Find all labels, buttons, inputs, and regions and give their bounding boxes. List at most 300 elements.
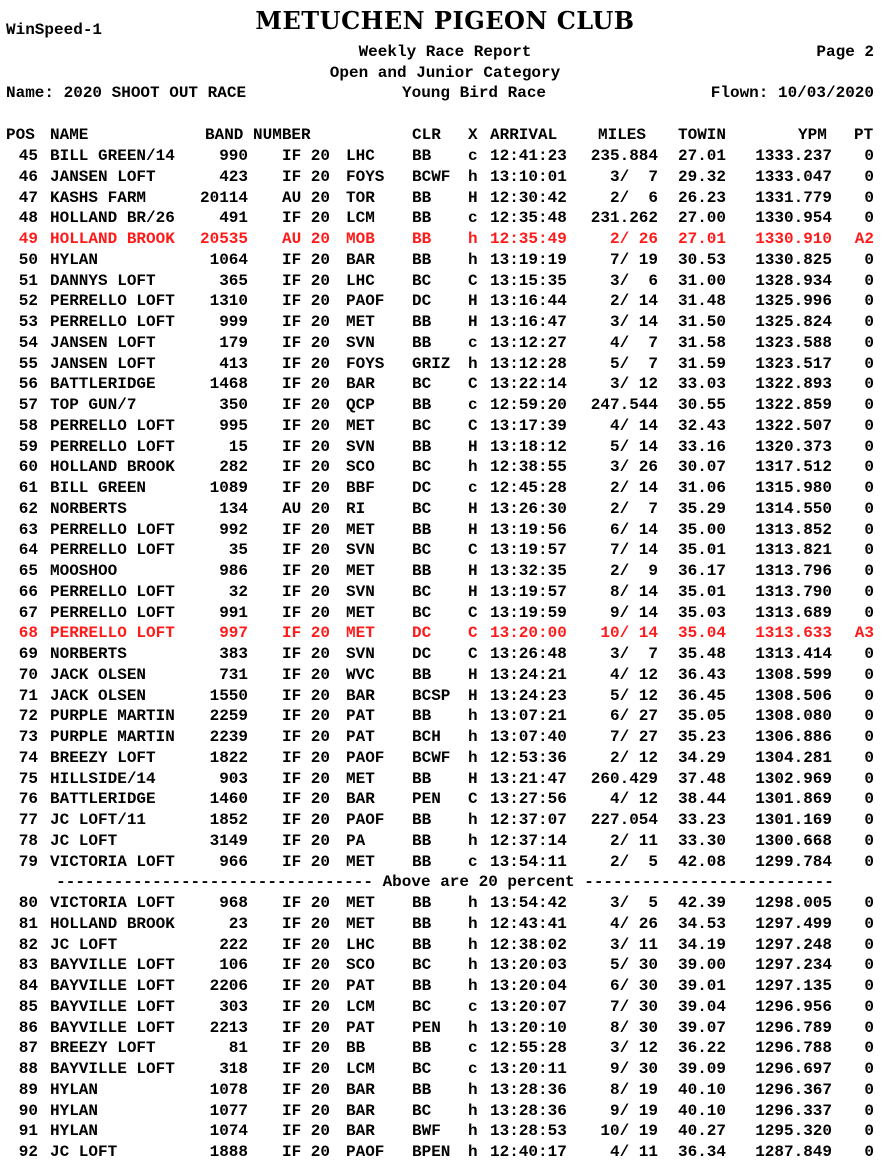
- cell-pos: 79: [18, 852, 38, 871]
- cell-pt: 0: [864, 582, 874, 601]
- cell-band-year: IF 20: [282, 977, 331, 995]
- cell-miles: 231.262: [590, 209, 658, 228]
- cell-name: PERRELLO LOFT: [50, 292, 175, 311]
- cell-band: 991: [219, 603, 248, 622]
- cell-pt: 0: [864, 458, 874, 477]
- cell-towin: 32.43: [678, 416, 727, 435]
- cell-band: 999: [219, 313, 248, 331]
- cell-name: HYLAN: [50, 250, 99, 269]
- cell-band: 1089: [209, 479, 248, 497]
- cell-name: HILLSIDE/14: [50, 769, 156, 788]
- cell-towin: 30.53: [678, 250, 727, 269]
- cell-band-club: MET: [346, 416, 375, 435]
- cell-arrival: 13:28:53: [490, 1122, 567, 1141]
- cell-band-year: IF 20: [282, 313, 331, 331]
- cell-miles: 9/ 19: [609, 1101, 658, 1120]
- cell-ypm: 1317.512: [755, 458, 832, 477]
- cell-pt: 0: [864, 375, 874, 394]
- cell-ypm: 1306.886: [755, 728, 832, 746]
- cell-ypm: 1323.588: [755, 333, 832, 352]
- cell-ypm: 1297.248: [755, 935, 832, 954]
- cell-pos: 52: [18, 292, 38, 311]
- cell-pt: 0: [864, 520, 874, 539]
- cell-name: JANSEN LOFT: [50, 354, 156, 373]
- cell-x: c: [468, 479, 478, 497]
- cell-color: DC: [412, 292, 432, 311]
- cell-x: H: [468, 188, 478, 207]
- cell-pos: 78: [18, 831, 38, 850]
- cell-arrival: 13:26:48: [490, 645, 567, 663]
- cell-band-year: AU 20: [282, 499, 331, 518]
- cell-x: c: [468, 1039, 478, 1058]
- cell-ypm: 1313.790: [755, 582, 832, 601]
- cell-band-year: IF 20: [282, 1143, 331, 1161]
- cell-pt: 0: [864, 852, 874, 871]
- cell-name: MOOSHOO: [50, 562, 118, 580]
- cell-color: BC: [412, 375, 432, 394]
- cell-pos: 72: [18, 707, 38, 726]
- cell-x: H: [468, 437, 478, 456]
- cell-arrival: 12:37:07: [490, 811, 567, 829]
- cell-ypm: 1308.599: [755, 665, 832, 684]
- cell-band: 903: [219, 769, 248, 788]
- cell-pos: 83: [18, 956, 38, 975]
- cell-x: h: [468, 894, 478, 912]
- cell-band-club: PAOF: [346, 748, 385, 767]
- cell-color: BB: [412, 1080, 432, 1099]
- cell-towin: 34.29: [678, 748, 727, 767]
- cell-name: NORBERTS: [50, 645, 127, 663]
- cell-miles: 8/ 30: [609, 1018, 658, 1037]
- cell-band-club: LHC: [346, 147, 375, 165]
- table-row: [0, 686, 890, 707]
- cell-x: H: [468, 582, 478, 601]
- cell-arrival: 13:20:00: [490, 624, 567, 643]
- table-row: [0, 374, 890, 395]
- cell-arrival: 13:26:30: [490, 499, 567, 518]
- cell-band-club: SVN: [346, 645, 375, 663]
- cell-band-year: IF 20: [282, 914, 331, 933]
- cell-ypm: 1313.821: [755, 541, 832, 560]
- cell-band-club: MOB: [346, 230, 375, 248]
- cell-band: 81: [228, 1039, 248, 1058]
- cell-band-club: MET: [346, 313, 375, 331]
- cell-band: 23: [228, 914, 248, 933]
- cell-towin: 42.08: [678, 852, 727, 871]
- cell-color: BC: [412, 541, 432, 560]
- cell-pos: 59: [18, 437, 38, 456]
- cell-pos: 46: [18, 167, 38, 186]
- cell-ypm: 1308.080: [755, 707, 832, 726]
- cell-band-club: BAR: [346, 790, 375, 809]
- cell-towin: 35.05: [678, 707, 727, 726]
- cell-miles: 2/ 14: [609, 292, 658, 311]
- cell-band-year: IF 20: [282, 271, 331, 290]
- cell-pt: 0: [864, 479, 874, 497]
- cell-arrival: 12:59:20: [490, 396, 567, 414]
- cell-color: BB: [412, 707, 432, 726]
- cell-pt: 0: [864, 209, 874, 228]
- cell-arrival: 13:19:19: [490, 250, 567, 269]
- cell-color: PEN: [412, 790, 441, 809]
- cell-name: VICTORIA LOFT: [50, 852, 175, 871]
- cell-band: 986: [219, 562, 248, 580]
- cell-pt: 0: [864, 437, 874, 456]
- cell-x: C: [468, 790, 478, 809]
- cell-pt: 0: [864, 935, 874, 954]
- table-row: [0, 1018, 890, 1039]
- header-name: NAME: [50, 126, 89, 144]
- cell-pt: 0: [864, 665, 874, 684]
- cell-x: h: [468, 1101, 478, 1120]
- cell-name: BILL GREEN/14: [50, 147, 175, 165]
- cell-miles: 247.544: [590, 396, 658, 414]
- cell-name: PERRELLO LOFT: [50, 582, 175, 601]
- cell-band: 413: [219, 354, 248, 373]
- cell-band-year: IF 20: [282, 686, 331, 705]
- cell-towin: 31.59: [678, 354, 727, 373]
- cell-color: BC: [412, 416, 432, 435]
- cell-ypm: 1296.697: [755, 1060, 832, 1078]
- cell-pos: 47: [18, 188, 38, 207]
- cell-pt: 0: [864, 603, 874, 622]
- cell-pt: 0: [864, 997, 874, 1016]
- cell-band-club: TOR: [346, 188, 375, 207]
- cell-miles: 2/ 26: [609, 230, 658, 248]
- cell-x: C: [468, 603, 478, 622]
- cell-miles: 2/ 11: [609, 831, 658, 850]
- cell-name: HOLLAND BROOK: [50, 230, 175, 248]
- cell-arrival: 12:38:02: [490, 935, 567, 954]
- cell-pt: 0: [864, 707, 874, 726]
- header-arrival: ARRIVAL: [490, 126, 558, 144]
- cell-name: TOP GUN/7: [50, 396, 137, 414]
- cell-band-year: IF 20: [282, 852, 331, 871]
- table-row: [0, 167, 890, 188]
- cell-towin: 35.01: [678, 582, 727, 601]
- cell-band-club: SVN: [346, 582, 375, 601]
- cell-ypm: 1330.825: [755, 250, 832, 269]
- cell-color: BC: [412, 956, 432, 975]
- cell-band-club: BAR: [346, 1101, 375, 1120]
- table-row: [0, 457, 890, 478]
- cell-name: JC LOFT: [50, 1143, 118, 1161]
- race-type: Young Bird Race: [402, 84, 547, 102]
- cell-band: 3149: [209, 831, 248, 850]
- table-row: [0, 1059, 890, 1080]
- cell-x: c: [468, 997, 478, 1016]
- cell-band-club: MET: [346, 603, 375, 622]
- cell-towin: 27.01: [678, 230, 727, 248]
- table-row: [0, 540, 890, 561]
- cell-pt: 0: [864, 894, 874, 912]
- cell-towin: 42.39: [678, 894, 727, 912]
- cell-pos: 50: [18, 250, 38, 269]
- cell-pos: 51: [18, 271, 38, 290]
- cell-pos: 73: [18, 728, 38, 746]
- cell-arrival: 13:32:35: [490, 562, 567, 580]
- cell-x: H: [468, 499, 478, 518]
- cell-miles: 260.429: [590, 769, 658, 788]
- table-row: [0, 1038, 890, 1059]
- cell-towin: 27.01: [678, 147, 727, 165]
- cell-color: BCWF: [412, 748, 451, 767]
- cell-arrival: 13:07:21: [490, 707, 567, 726]
- cell-band: 1468: [209, 375, 248, 394]
- cell-x: H: [468, 665, 478, 684]
- table-row: [0, 312, 890, 333]
- table-row: [0, 789, 890, 810]
- cell-band-year: IF 20: [282, 292, 331, 311]
- cell-name: BAYVILLE LOFT: [50, 997, 175, 1016]
- column-headers: [0, 125, 890, 145]
- cell-name: PERRELLO LOFT: [50, 416, 175, 435]
- cell-arrival: 13:12:27: [490, 333, 567, 352]
- cell-band-year: IF 20: [282, 1080, 331, 1099]
- table-row: [0, 354, 890, 375]
- cell-name: JACK OLSEN: [50, 686, 147, 705]
- table-row: [0, 997, 890, 1018]
- cell-miles: 4/ 26: [609, 914, 658, 933]
- cell-pos: 58: [18, 416, 38, 435]
- cell-pt: 0: [864, 396, 874, 414]
- table-row: [0, 250, 890, 271]
- table-row: [0, 1121, 890, 1142]
- cell-color: BB: [412, 914, 432, 933]
- cell-arrival: 12:45:28: [490, 479, 567, 497]
- cell-name: JC LOFT: [50, 831, 118, 850]
- table-row: [0, 810, 890, 831]
- cell-band-club: MET: [346, 914, 375, 933]
- cell-band-club: MET: [346, 769, 375, 788]
- cell-ypm: 1296.337: [755, 1101, 832, 1120]
- cell-band-year: IF 20: [282, 1060, 331, 1078]
- cell-arrival: 13:22:14: [490, 375, 567, 394]
- cell-ypm: 1297.135: [755, 977, 832, 995]
- cell-pt: 0: [864, 313, 874, 331]
- cell-x: H: [468, 520, 478, 539]
- cell-pos: 86: [18, 1018, 38, 1037]
- cell-arrival: 13:10:01: [490, 167, 567, 186]
- cell-name: PERRELLO LOFT: [50, 603, 175, 622]
- cell-band: 15: [228, 437, 248, 456]
- cell-x: h: [468, 1080, 478, 1099]
- cell-pos: 48: [18, 209, 38, 228]
- header-x: X: [468, 126, 478, 144]
- cell-band-year: AU 20: [282, 230, 331, 248]
- cell-color: BC: [412, 603, 432, 622]
- cell-ypm: 1330.910: [755, 230, 832, 248]
- table-row: [0, 852, 890, 873]
- cell-band-club: BAR: [346, 1122, 375, 1141]
- cell-color: BB: [412, 333, 432, 352]
- cell-arrival: 13:28:36: [490, 1080, 567, 1099]
- table-row: [0, 706, 890, 727]
- cell-band-club: LCM: [346, 997, 375, 1016]
- cell-name: BAYVILLE LOFT: [50, 1060, 175, 1078]
- cell-band-club: LHC: [346, 935, 375, 954]
- cell-miles: 8/ 14: [609, 582, 658, 601]
- cell-band-year: IF 20: [282, 582, 331, 601]
- cell-pt: A2: [854, 230, 874, 248]
- cell-ypm: 1296.789: [755, 1018, 832, 1037]
- table-row: [0, 644, 890, 665]
- cell-color: PEN: [412, 1018, 441, 1037]
- cell-pt: 0: [864, 645, 874, 663]
- cell-x: C: [468, 271, 478, 290]
- cell-miles: 2/ 12: [609, 748, 658, 767]
- cell-pt: 0: [864, 831, 874, 850]
- percent-divider: --------------------------------- Above are 20 percent --------------------------: [56, 873, 834, 892]
- cell-pos: 92: [18, 1143, 38, 1161]
- cell-band-year: IF 20: [282, 1122, 331, 1141]
- cell-towin: 27.00: [678, 209, 727, 228]
- cell-band-club: BAR: [346, 375, 375, 394]
- cell-towin: 39.07: [678, 1018, 727, 1037]
- cell-towin: 40.10: [678, 1101, 727, 1120]
- cell-band: 179: [219, 333, 248, 352]
- cell-band: 365: [219, 271, 248, 290]
- cell-band-club: SVN: [346, 333, 375, 352]
- table-row: [0, 893, 890, 914]
- cell-pos: 88: [18, 1060, 38, 1078]
- cell-color: DC: [412, 479, 432, 497]
- cell-miles: 3/ 7: [609, 167, 658, 186]
- cell-band-year: IF 20: [282, 479, 331, 497]
- cell-pos: 45: [18, 147, 38, 165]
- cell-band: 2259: [209, 707, 248, 726]
- cell-towin: 35.01: [678, 541, 727, 560]
- cell-band-club: MET: [346, 894, 375, 912]
- cell-name: HOLLAND BROOK: [50, 914, 175, 933]
- cell-band-club: FOYS: [346, 354, 385, 373]
- cell-pos: 85: [18, 997, 38, 1016]
- cell-band-year: AU 20: [282, 188, 331, 207]
- cell-towin: 40.10: [678, 1080, 727, 1099]
- cell-ypm: 1320.373: [755, 437, 832, 456]
- cell-band: 282: [219, 458, 248, 477]
- cell-ypm: 1308.506: [755, 686, 832, 705]
- cell-pt: 0: [864, 1039, 874, 1058]
- cell-band-year: IF 20: [282, 894, 331, 912]
- cell-color: BB: [412, 811, 432, 829]
- cell-name: BILL GREEN: [50, 479, 147, 497]
- cell-miles: 5/ 14: [609, 437, 658, 456]
- cell-band-club: BAR: [346, 686, 375, 705]
- cell-pt: 0: [864, 416, 874, 435]
- cell-name: BATTLERIDGE: [50, 790, 156, 809]
- cell-pos: 91: [18, 1122, 38, 1141]
- table-row: [0, 727, 890, 748]
- cell-name: HYLAN: [50, 1101, 99, 1120]
- cell-towin: 31.50: [678, 313, 727, 331]
- cell-color: BC: [412, 997, 432, 1016]
- cell-pt: 0: [864, 977, 874, 995]
- cell-band-club: LHC: [346, 271, 375, 290]
- cell-arrival: 13:16:47: [490, 313, 567, 331]
- cell-pt: 0: [864, 562, 874, 580]
- cell-towin: 31.00: [678, 271, 727, 290]
- cell-name: DANNYS LOFT: [50, 271, 156, 290]
- cell-band-year: IF 20: [282, 458, 331, 477]
- cell-arrival: 13:20:04: [490, 977, 567, 995]
- cell-pos: 69: [18, 645, 38, 663]
- cell-name: PERRELLO LOFT: [50, 313, 175, 331]
- cell-band: 966: [219, 852, 248, 871]
- cell-x: h: [468, 167, 478, 186]
- cell-band-club: BAR: [346, 250, 375, 269]
- cell-band: 968: [219, 894, 248, 912]
- table-row: [0, 208, 890, 229]
- cell-name: NORBERTS: [50, 499, 127, 518]
- table-row: [0, 271, 890, 292]
- cell-pos: 55: [18, 354, 38, 373]
- race-name: Name: 2020 SHOOT OUT RACE: [6, 84, 247, 102]
- cell-miles: 2/ 7: [609, 499, 658, 518]
- cell-pos: 61: [18, 479, 38, 497]
- cell-band-year: IF 20: [282, 209, 331, 228]
- cell-miles: 7/ 19: [609, 250, 658, 269]
- cell-towin: 26.23: [678, 188, 727, 207]
- cell-ypm: 1331.779: [755, 188, 832, 207]
- table-row: [0, 1080, 890, 1101]
- cell-band: 1078: [209, 1080, 248, 1099]
- cell-color: BB: [412, 665, 432, 684]
- cell-band-club: QCP: [346, 396, 375, 414]
- cell-band: 992: [219, 520, 248, 539]
- cell-pos: 62: [18, 499, 38, 518]
- cell-band-year: IF 20: [282, 396, 331, 414]
- cell-pt: 0: [864, 1101, 874, 1120]
- cell-ypm: 1325.824: [755, 313, 832, 331]
- cell-x: c: [468, 209, 478, 228]
- cell-arrival: 13:07:40: [490, 728, 567, 746]
- cell-towin: 39.09: [678, 1060, 727, 1078]
- cell-band: 2206: [209, 977, 248, 995]
- cell-towin: 35.48: [678, 645, 727, 663]
- cell-name: PERRELLO LOFT: [50, 541, 175, 560]
- cell-ypm: 1296.788: [755, 1039, 832, 1058]
- cell-x: H: [468, 562, 478, 580]
- cell-towin: 34.19: [678, 935, 727, 954]
- cell-miles: 3/ 6: [609, 271, 658, 290]
- cell-band-club: PAT: [346, 728, 375, 746]
- cell-towin: 39.04: [678, 997, 727, 1016]
- cell-band-year: IF 20: [282, 831, 331, 850]
- cell-band-year: IF 20: [282, 956, 331, 975]
- cell-arrival: 13:20:03: [490, 956, 567, 975]
- cell-pos: 75: [18, 769, 38, 788]
- cell-band: 423: [219, 167, 248, 186]
- cell-pt: 0: [864, 292, 874, 311]
- cell-color: BB: [412, 852, 432, 871]
- cell-band-club: PA: [346, 831, 366, 850]
- cell-name: BAYVILLE LOFT: [50, 1018, 175, 1037]
- header-ypm: YPM: [798, 126, 827, 144]
- cell-arrival: 12:35:49: [490, 230, 567, 248]
- cell-miles: 4/ 7: [609, 333, 658, 352]
- cell-arrival: 13:24:23: [490, 686, 567, 705]
- cell-color: BB: [412, 147, 432, 165]
- cell-pos: 56: [18, 375, 38, 394]
- cell-band-club: SCO: [346, 458, 375, 477]
- header-towin: TOWIN: [678, 126, 727, 144]
- cell-color: BC: [412, 1060, 432, 1078]
- table-row: [0, 831, 890, 852]
- cell-miles: 3/ 26: [609, 458, 658, 477]
- cell-ypm: 1287.849: [755, 1143, 832, 1161]
- header-pt: PT: [854, 126, 874, 144]
